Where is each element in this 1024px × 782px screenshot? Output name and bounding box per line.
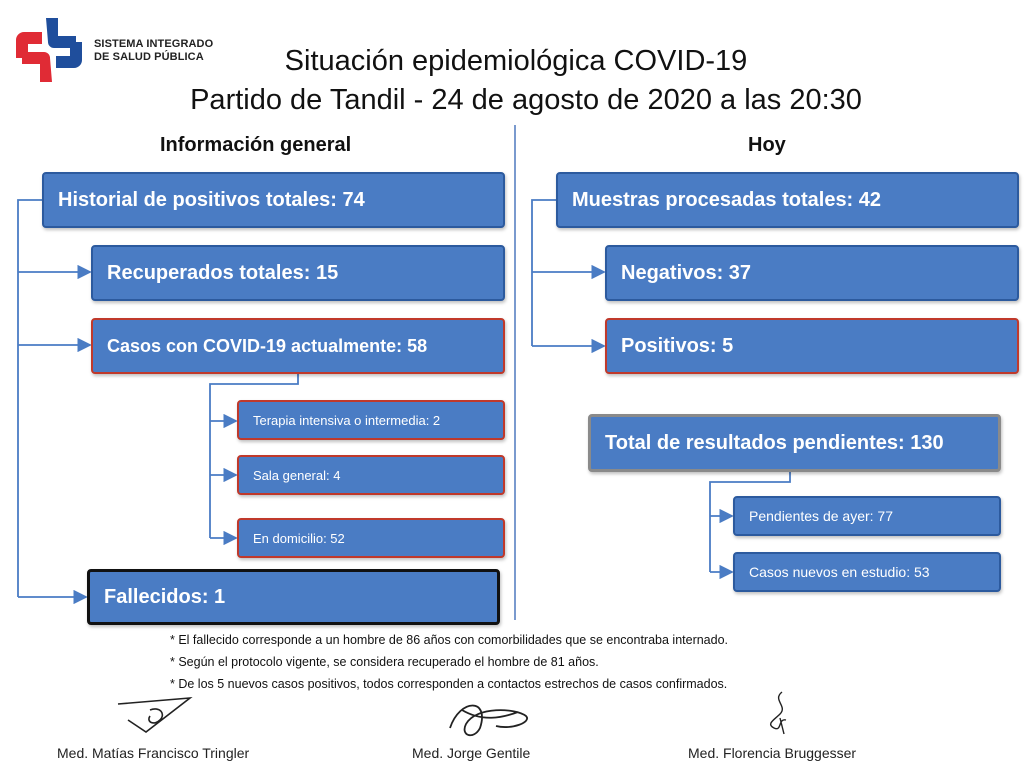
muestras-label: Muestras procesadas totales: 42 (572, 188, 882, 211)
note-2: * Según el protocolo vigente, se considera recuperado el hombre de 81 años. (170, 655, 599, 669)
note-1-text: El fallecido corresponde a un hombre de 86 años con comorbilidades que se encontraba internado. (178, 633, 729, 647)
org-name-line2: DE SALUD PÚBLICA (94, 51, 204, 63)
box-recuperados (91, 245, 505, 301)
signature-name-1: Med. Matías Francisco Tringler (57, 745, 250, 761)
casos-actuales-label: Casos con COVID-19 actualmente: 58 (107, 335, 428, 356)
note-3-text: De los 5 nuevos casos positivos, todos corresponden a contactos estrechos de casos confirmados. (178, 677, 728, 691)
box-pendientes-ayer (733, 496, 1001, 536)
positivos-label: Positivos: 5 (621, 334, 734, 357)
box-casos-nuevos-estudio (733, 552, 1001, 592)
section-heading-today: Hoy (748, 134, 786, 156)
box-fallecidos (87, 569, 500, 625)
box-terapia-intensiva (237, 400, 505, 440)
box-muestras-procesadas (556, 172, 1019, 228)
negativos-label: Negativos: 37 (621, 261, 752, 284)
note-2-text: Según el protocolo vigente, se considera recuperado el hombre de 81 años. (178, 655, 599, 669)
section-heading-general: Información general (160, 134, 352, 156)
fallecidos-label: Fallecidos: 1 (104, 585, 226, 608)
signature-tringler-icon (110, 690, 220, 740)
note-1: * El fallecido corresponde a un hombre de 86 años con comorbilidades que se encontraba internado. (170, 633, 729, 647)
note-3: * De los 5 nuevos casos positivos, todos corresponden a contactos estrechos de casos confirmados. (170, 677, 728, 691)
box-en-domicilio (237, 518, 505, 558)
pendientes-ayer-label: Pendientes de ayer: 77 (749, 508, 893, 524)
box-casos-actuales (91, 318, 505, 374)
box-negativos (605, 245, 1019, 301)
box-historial-positivos (42, 172, 505, 228)
domicilio-label: En domicilio: 52 (253, 530, 345, 546)
nuevos-estudio-label: Casos nuevos en estudio: 53 (749, 564, 930, 580)
terapia-label: Terapia intensiva o intermedia: 2 (253, 412, 441, 428)
report-subtitle: Partido de Tandil - 24 de agosto de 2020 a las 20:30 (190, 84, 862, 116)
signature-name-3: Med. Florencia Bruggesser (688, 745, 857, 761)
report-title: Situación epidemiológica COVID-19 (284, 45, 748, 77)
sala-label: Sala general: 4 (253, 467, 341, 483)
box-sala-general (237, 455, 505, 495)
box-positivos (605, 318, 1019, 374)
signature-gentile-icon (440, 690, 550, 740)
org-name-line1: SISTEMA INTEGRADO (94, 38, 214, 50)
historial-label: Historial de positivos totales: 74 (58, 188, 365, 211)
signature-name-2: Med. Jorge Gentile (412, 745, 531, 761)
pendientes-total-label: Total de resultados pendientes: 130 (605, 431, 944, 454)
signature-bruggesser-icon (760, 688, 810, 740)
box-resultados-pendientes (588, 414, 1001, 472)
recuperados-label: Recuperados totales: 15 (107, 261, 339, 284)
